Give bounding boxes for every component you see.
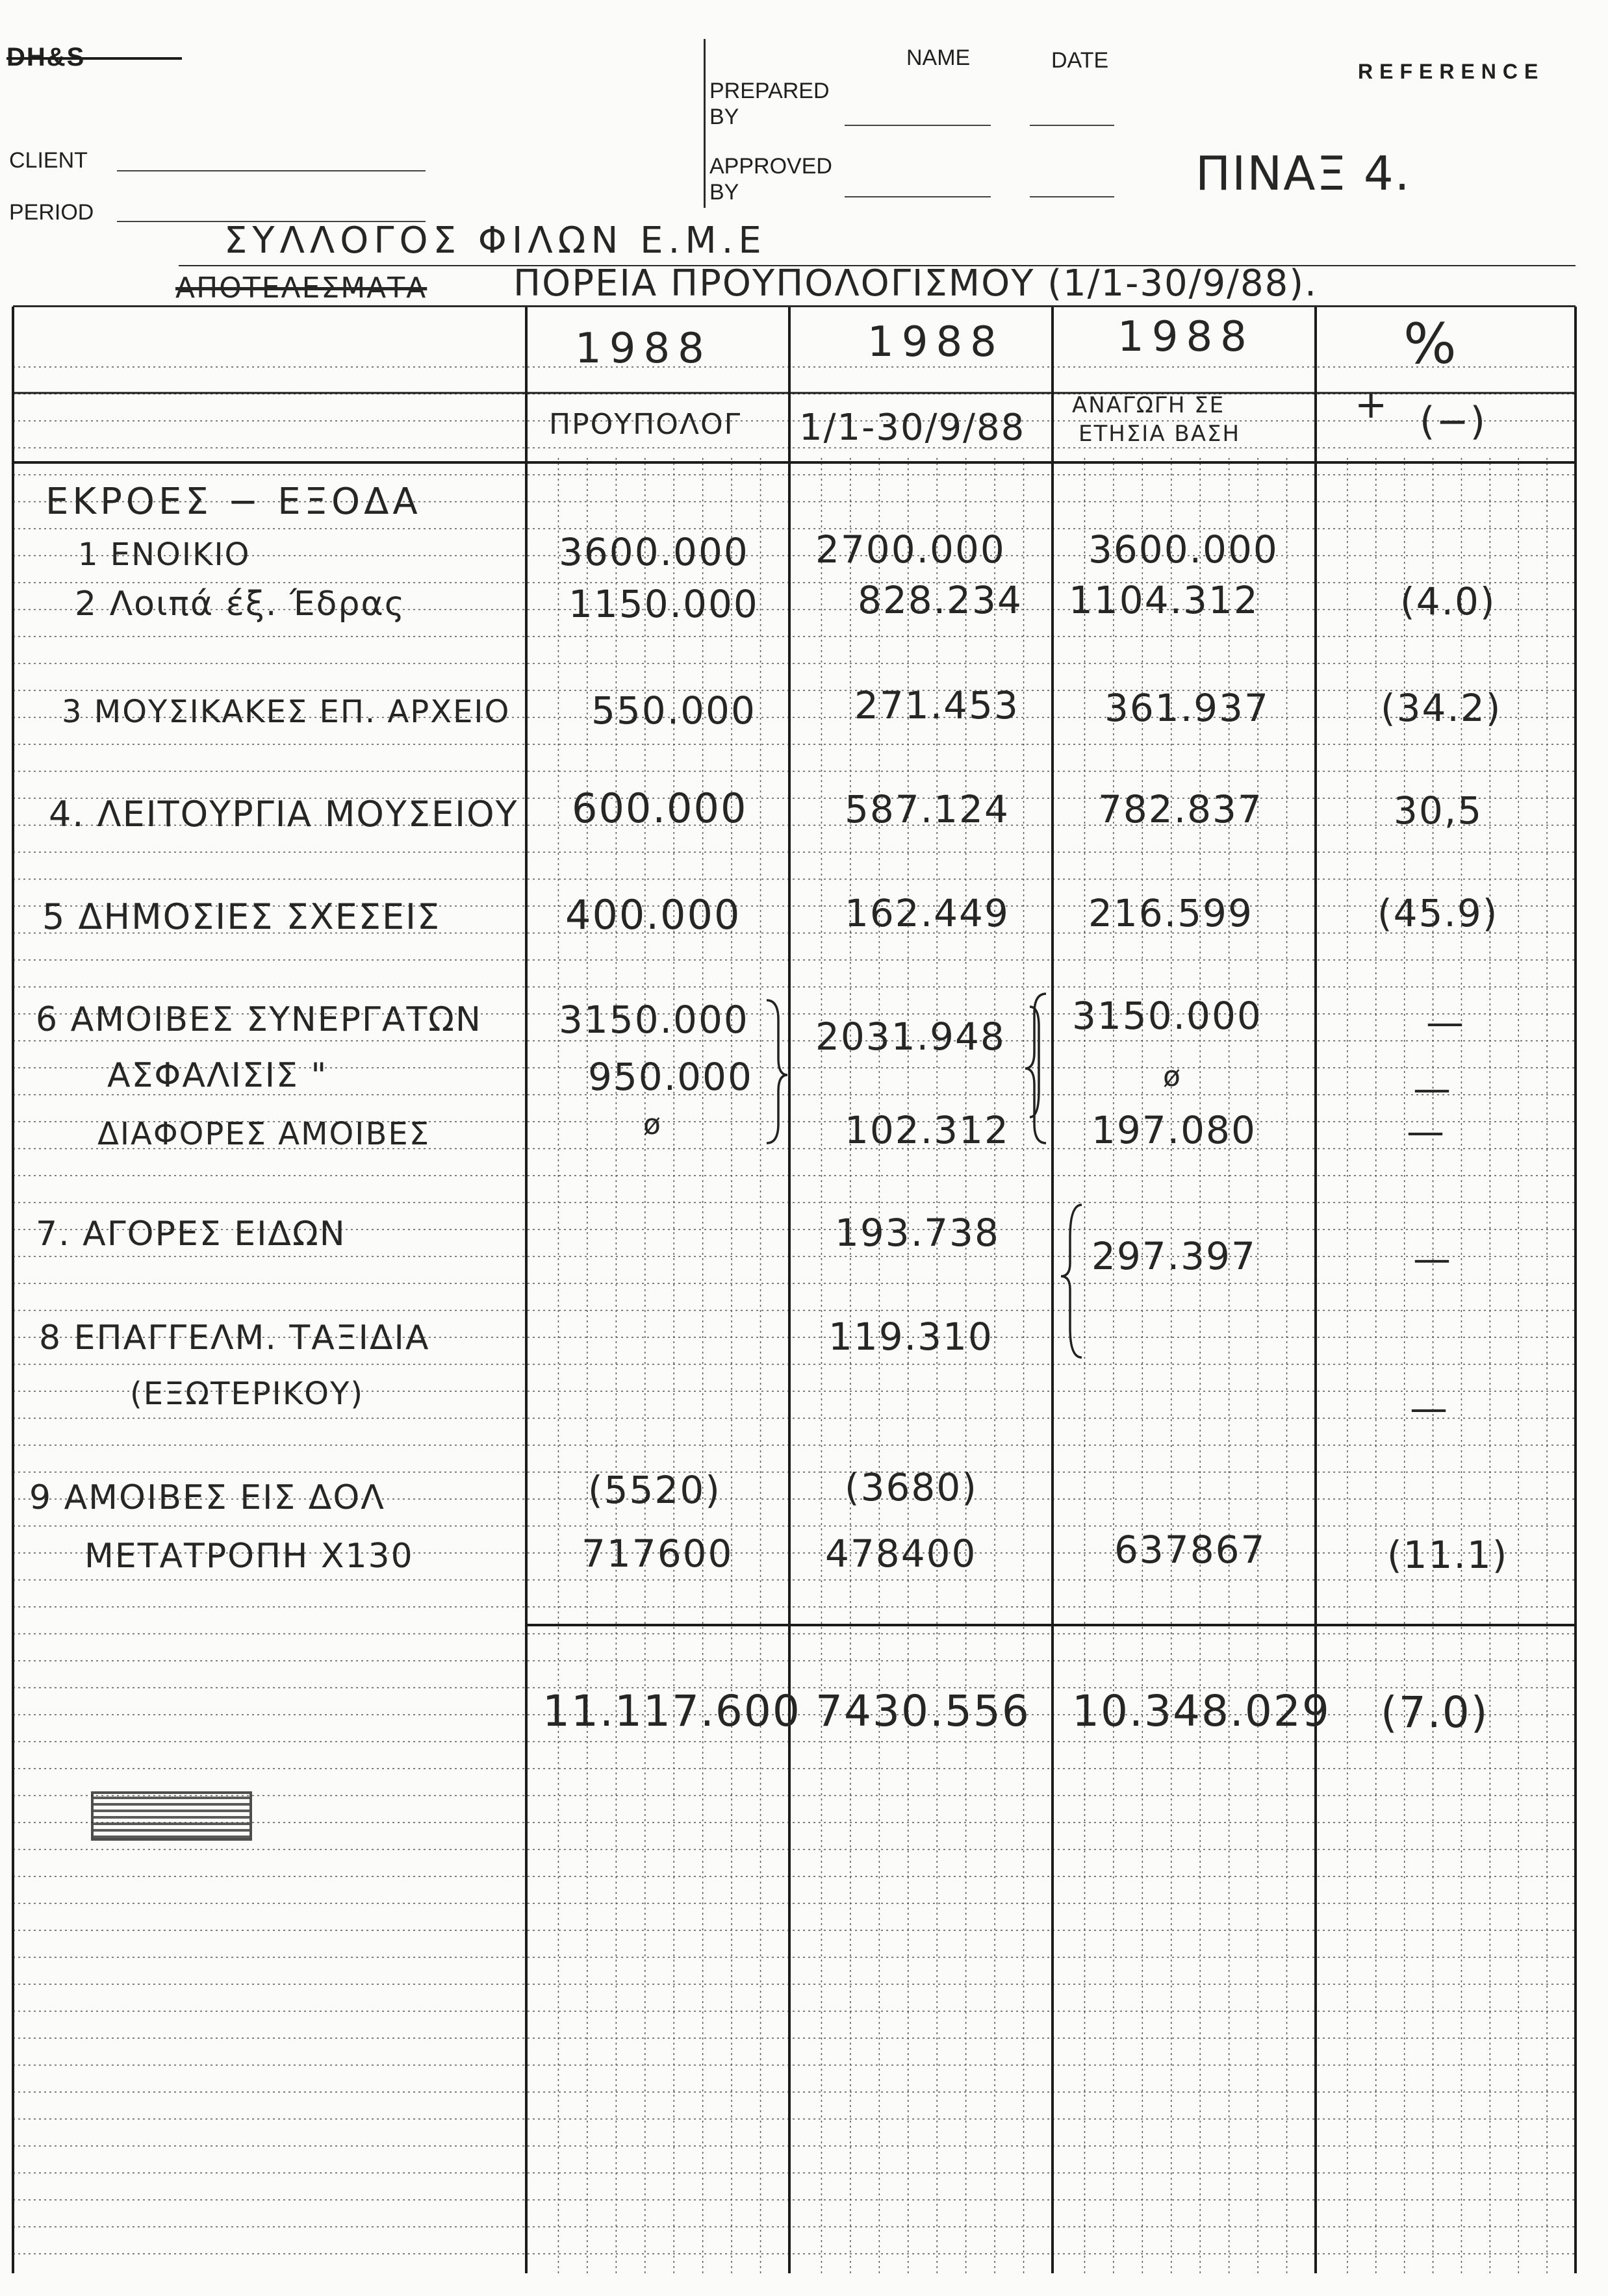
client-field (117, 170, 426, 171)
client-label: CLIENT (9, 148, 88, 173)
row-8b-variance: — (1410, 1386, 1449, 1430)
total-budget: 11.117.600 (542, 1686, 801, 1736)
col3-subhead-2: ΕΤΗΣΙΑ ΒΑΣΗ (1078, 421, 1241, 447)
row-6-variance: — (1426, 1000, 1465, 1044)
row-7-label: 7. ΑΓΟΡΕΣ ΕΙΔΩΝ (36, 1215, 346, 1254)
brace-mark (1061, 1205, 1082, 1357)
row-9-budget: (5520) (588, 1468, 721, 1512)
title-line-1: ΣΥΛΛΟΓΟΣ ΦΙΛΩΝ Ε.Μ.Ε (224, 220, 767, 262)
row-3-label: 3 ΜΟΥΣΙΚΑΚΕΣ ΕΠ. ΑΡΧΕΙΟ (62, 694, 511, 730)
row-6c-variance: — (1407, 1109, 1446, 1154)
title-rule-2 (13, 305, 1576, 307)
approved-name-field (845, 196, 991, 197)
row-2-budget: 1150.000 (568, 582, 759, 626)
row-6b-label: ΑΣΦΑΛΙΣΙΣ " (107, 1056, 328, 1095)
row-6b-annual: ø (1163, 1060, 1182, 1093)
header-divider (704, 39, 706, 208)
row-7-variance: — (1413, 1237, 1452, 1281)
row-6c-budget: ø (643, 1108, 662, 1141)
brace-mark (1025, 994, 1046, 1143)
col3-subhead-1: ΑΝΑΓΩΓΗ ΣΕ (1072, 392, 1225, 418)
row-5-actual: 162.449 (845, 891, 1010, 935)
row-1-annual: 3600.000 (1088, 527, 1279, 572)
row-6-label: 6 ΑΜΟΙΒΕΣ ΣΥΝΕΡΓΑΤΩΝ (36, 1000, 482, 1039)
approved-date-field (1030, 196, 1114, 197)
row-4-annual: 782.837 (1098, 787, 1263, 831)
row-6b-budget: 950.000 (588, 1055, 753, 1099)
row-4-variance: 30,5 (1394, 788, 1483, 833)
title-line-2: ΠΟΡΕΙΑ ΠΡΟΥΠΟΛΟΓΙΣΜΟΥ (1/1-30/9/88). (513, 262, 1318, 305)
row-4-actual: 587.124 (845, 787, 1010, 831)
date-label: DATE (1051, 48, 1109, 73)
approved-label: APPROVED BY (709, 154, 832, 205)
row-1-budget: 3600.000 (559, 530, 749, 574)
row-2-variance: (4.0) (1400, 579, 1496, 624)
row-6-actual: 2031.948 (815, 1015, 1006, 1059)
row-2-label: 2 Λοιπά έξ. Έδρας (75, 585, 406, 624)
row-5-budget: 400.000 (565, 891, 741, 939)
row-9-actual: (3680) (845, 1465, 978, 1509)
reference-value: ΠΙΝΑΞ 4. (1195, 146, 1411, 201)
row-4-budget: 600.000 (572, 785, 748, 832)
period-label: PERIOD (9, 200, 94, 225)
row-4-label: 4. ΛΕΙΤΟΥΡΓΙΑ ΜΟΥΣΕΙΟΥ (49, 794, 518, 835)
row-6c-label: ΔΙΑΦΟΡΕΣ ΑΜΟΙΒΕΣ (97, 1116, 431, 1152)
row-6-annual: 3150.000 (1072, 994, 1262, 1038)
total-actual: 7430.556 (815, 1686, 1030, 1736)
row-9b-actual: 478400 (825, 1532, 977, 1576)
firm-logo: DH&S (6, 43, 85, 72)
row-6-budget: 3150.000 (559, 998, 749, 1042)
row-3-annual: 361.937 (1104, 686, 1270, 730)
total-annual: 10.348.029 (1072, 1686, 1331, 1736)
row-9b-annual: 637867 (1114, 1528, 1266, 1572)
row-6b-variance: — (1413, 1066, 1452, 1111)
col1-subhead: ΠΡΟΥΠΟΛΟΓ (549, 408, 742, 441)
row-3-budget: 550.000 (591, 688, 756, 733)
row-6c-annual: 197.080 (1091, 1108, 1257, 1152)
row-9b-variance: (11.1) (1387, 1533, 1509, 1577)
col2-year: 1988 (867, 318, 1004, 366)
scribbled-box (91, 1791, 252, 1841)
row-2-annual: 1104.312 (1069, 578, 1259, 622)
row-7-actual: 193.738 (835, 1211, 1000, 1255)
reference-label: REFERENCE (1358, 60, 1545, 83)
col4-minus: (−) (1420, 399, 1487, 444)
col4-plus: + (1355, 382, 1389, 427)
row-3-variance: (34.2) (1381, 686, 1502, 730)
row-8-label: 8 ΕΠΑΓΓΕΛΜ. ΤΑΞΙΔΙΑ (39, 1318, 430, 1357)
row-3-actual: 271.453 (854, 683, 1019, 727)
row-8b-label: (ΕΞΩΤΕΡΙΚΟΥ) (130, 1376, 364, 1412)
prepared-name-field (845, 125, 991, 126)
prepared-date-field (1030, 125, 1114, 126)
col3-year: 1988 (1117, 313, 1255, 361)
row-2-actual: 828.234 (858, 578, 1023, 622)
section-heading: ΕΚΡΟΕΣ − ΕΞΟΔΑ (45, 481, 422, 523)
col4-percent-head: % (1403, 312, 1458, 377)
row-1-label: 1 ΕΝΟΙΚΙΟ (78, 536, 251, 573)
row-9b-budget: 717600 (581, 1532, 734, 1576)
total-variance: (7.0) (1381, 1687, 1489, 1737)
row-7-annual: 297.397 (1091, 1234, 1257, 1278)
row-9b-label: ΜΕΤΑΤΡΟΠΗ Χ130 (84, 1537, 414, 1576)
row-1-actual: 2700.000 (815, 527, 1006, 572)
row-5-label: 5 ΔΗΜΟΣΙΕΣ ΣΧΕΣΕΙΣ (42, 896, 441, 937)
name-label: NAME (906, 45, 971, 70)
row-8-actual: 119.310 (828, 1315, 993, 1359)
prepared-label: PREPARED BY (709, 79, 830, 129)
title-struck-word: ΑΠΟΤΕΛΕΣΜΑΤΑ (175, 271, 428, 305)
col1-year: 1988 (575, 325, 712, 373)
col2-subhead: 1/1-30/9/88 (799, 407, 1026, 449)
row-5-annual: 216.599 (1088, 891, 1253, 935)
row-6c-actual: 102.312 (845, 1108, 1010, 1152)
row-9-label: 9 ΑΜΟΙΒΕΣ ΕΙΣ ΔΟΛ (29, 1478, 385, 1517)
row-5-variance: (45.9) (1377, 891, 1499, 935)
